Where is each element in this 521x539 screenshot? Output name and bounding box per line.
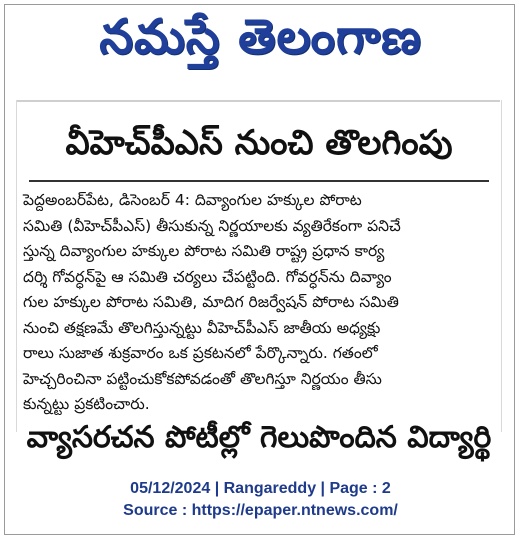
article-clipping [16,100,502,455]
edition-info: 05/12/2024 | Rangareddy | Page : 2 [130,480,391,497]
body-line: సమితి (వీహెచ్‌పీఎస్) తీసుకున్న నిర్ణయాలకు వ్యతిరేకంగా పనిచే [23,216,401,235]
headline-rule [29,180,489,182]
next-article-headline: వ్యాసరచన పోటీల్లో గెలుపొందిన విద్యార్థి [26,420,492,455]
source-link[interactable]: Source : https://epaper.ntnews.com/ [123,502,398,519]
body-line: నుంచి తక్షణమే తొలగిస్తున్నట్టు వీహెచ్‌పీఎస్ జాతీయ అధ్యక్షు [23,318,381,337]
body-line: దర్శి గోవర్ధన్‌పై ఆ సమితి చర్యలు చేపట్టింది. గోవర్ధన్‌ను దివ్యాం [23,267,392,286]
body-line: పెద్దఅంబర్‌పేట, డిసెంబర్ 4: దివ్యాంగుల హక్కుల పోరాట [23,191,362,209]
masthead-title: నమస్తే తెలంగాణ [99,9,422,65]
body-line: స్తున్న దివ్యాంగుల హక్కుల పోరాట సమితి రాష్ట్ర ప్రధాన కార్య [23,242,385,260]
newspaper-masthead [0,6,521,68]
article-headline: వీహెచ్‌పీఎస్ నుంచి తొలగింపు [65,123,453,163]
body-line: రాలు సుజాత శుక్రవారం ఒక ప్రకటనలో పేర్కొన్నారు. గతంలో [23,344,378,362]
body-line: కున్నట్టు ప్రకటించారు. [23,395,150,413]
body-line: గుల హక్కుల పోరాట సమితి, మాదిగ రిజర్వేషన్ పోరాట సమితి [23,293,399,311]
body-line: హెచ్చరించినా పట్టించుకోకపోవడంతో తొలగిస్తూ నిర్ణయం తీసు [23,369,382,388]
article-body [23,188,495,418]
